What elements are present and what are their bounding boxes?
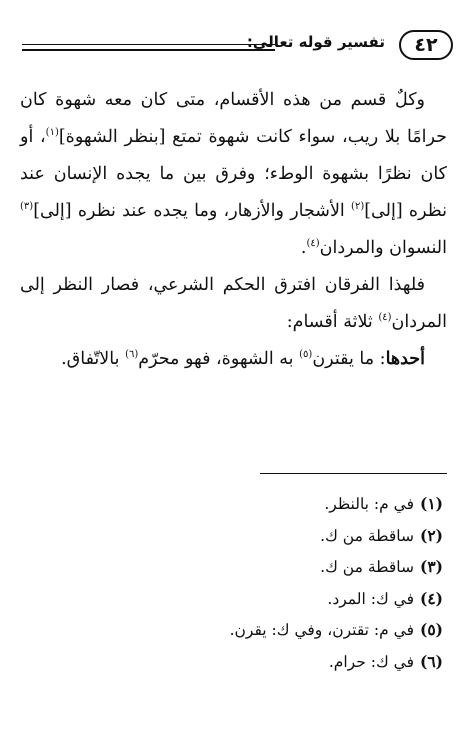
text-run: بالاتّفاق. — [61, 349, 126, 369]
footnote-ref: (٣) — [20, 201, 34, 213]
page-header — [22, 30, 453, 64]
footnotes — [20, 488, 443, 677]
text-run: ، أو كان نظرًا بشهوة الوطء؛ وفرق بين ما يجده الإنسان عند نظره [إلى] — [20, 127, 447, 221]
footnote-ref: (٥) — [299, 349, 313, 361]
footnote-item — [20, 646, 443, 678]
footnote-ref: (١) — [45, 127, 59, 139]
footnote-item — [20, 488, 443, 520]
footnote-number: (٣) — [419, 557, 443, 576]
footnote-ref: (٦) — [125, 349, 139, 361]
footnote-number: (٥) — [419, 620, 443, 639]
text-run: الأشجار والأزهار، وما يجده عند نظره [إلى] — [33, 201, 352, 221]
running-title: تفسير قوله تعالى: — [246, 33, 385, 51]
footnote-ref: (٢) — [351, 201, 365, 213]
text-run: وكلٌ قسم من هذه الأقسام، متى كان معه شهوة كان حرامًا بلا ريب، سواء كانت شهوة تمتع [بنظر الشهوة] — [20, 90, 447, 147]
text-run: ثلاثة أقسام: — [286, 312, 379, 332]
footnote-number: (٦) — [419, 651, 443, 671]
text-run: به الشهوة، فهو محرّم — [138, 349, 300, 369]
footnote-item — [20, 583, 443, 615]
paragraph-1 — [20, 82, 447, 267]
footnote-item — [20, 614, 443, 646]
paragraph-lead: أحدها — [385, 349, 425, 369]
text-run: النسوان والمردان — [319, 238, 447, 258]
footnote-separator — [260, 473, 447, 474]
paragraph-3 — [20, 341, 447, 378]
text-run: : ما يقترن — [312, 349, 386, 369]
page-number-badge: ٤٢ — [399, 30, 453, 60]
footnote-number: (٢) — [419, 525, 443, 545]
footnote-number: (٤) — [419, 588, 443, 608]
footnote-text: في م: بالنظر. — [324, 495, 414, 513]
footnote-item — [20, 520, 443, 552]
text-run: . — [300, 238, 307, 258]
footnote-item — [20, 551, 443, 583]
main-text — [20, 82, 447, 378]
footnote-text: في ك: المرد. — [327, 589, 414, 608]
footnote-number: (١) — [419, 494, 443, 513]
footnote-ref: (٤) — [306, 238, 320, 250]
header-rule — [22, 44, 275, 51]
footnote-text: ساقطة من ك. — [320, 526, 414, 545]
footnote-text: ساقطة من ك. — [320, 558, 414, 576]
text-run: فلهذا الفرقان افترق الحكم الشرعي، فصار النظر إلى المردان — [20, 275, 447, 332]
footnote-text: في م: تقترن، وفي ك: يقرن. — [229, 621, 414, 639]
paragraph-2 — [20, 267, 447, 341]
footnote-ref: (٤) — [378, 312, 392, 324]
footnote-text: في ك: حرام. — [328, 652, 414, 671]
